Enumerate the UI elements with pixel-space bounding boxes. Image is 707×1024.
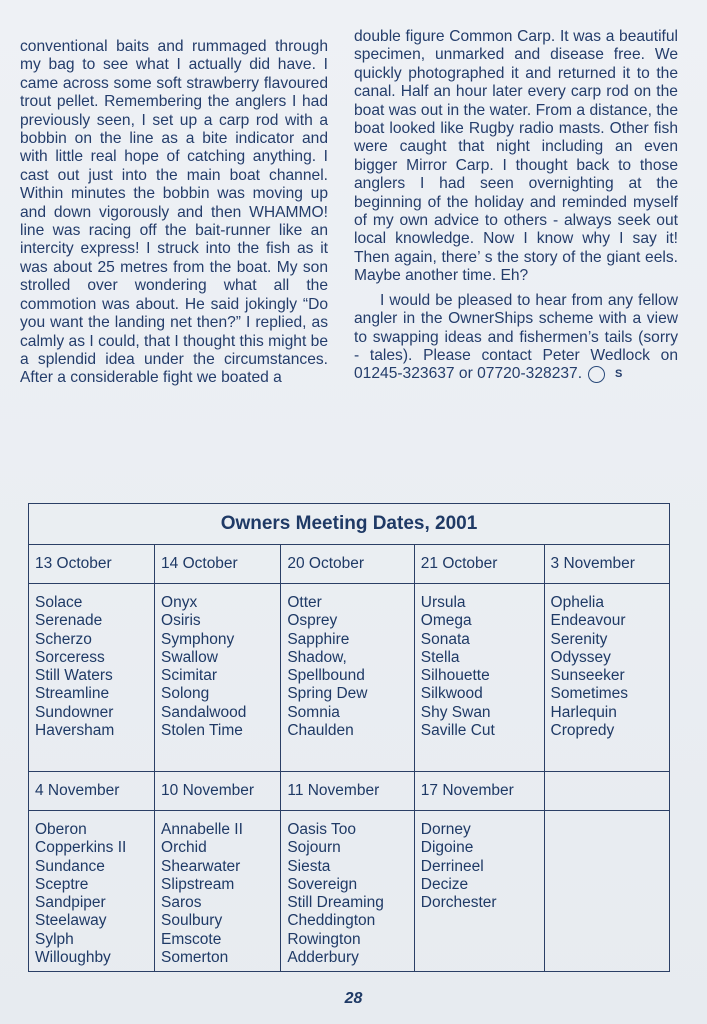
- ownerships-logo-icon: S: [588, 366, 605, 383]
- boat-names-row: [29, 811, 670, 972]
- meeting-date-cell: 10 November: [155, 772, 281, 811]
- boat-name: Omega: [420, 612, 472, 630]
- boat-name: Sundowner: [35, 703, 114, 721]
- boat-name: Dorchester: [420, 894, 497, 912]
- boat-name: Shadow,: [287, 648, 347, 666]
- boat-name: Orchid: [161, 839, 207, 857]
- boat-name: Osiris: [161, 612, 201, 630]
- boat-list-cell: [29, 584, 155, 772]
- boat-name: Sceptre: [35, 875, 89, 893]
- boat-name: Somnia: [287, 703, 340, 721]
- boat-name: Cheddington: [287, 912, 376, 930]
- boat-name: Oberon: [35, 821, 87, 838]
- contact-text: I would be pleased to hear from any fellow angler in the OwnerShips scheme with a view to swapping ideas and fishermen’s tails (sorry - tales). Please contact Peter Wedlock on 01245-323637 or 07720-328237.: [354, 291, 678, 383]
- boat-name: Sojourn: [287, 839, 341, 857]
- meeting-date-cell: 11 November: [281, 772, 414, 811]
- meeting-date-cell: 20 October: [281, 545, 414, 584]
- meeting-date-cell: 14 October: [155, 545, 281, 584]
- boat-name: Sapphire: [287, 630, 350, 648]
- article-left-column: [20, 38, 328, 388]
- boat-name: Sorceress: [35, 648, 105, 666]
- boat-name: Harlequin: [550, 703, 617, 721]
- boat-name: Silhouette: [420, 667, 490, 685]
- boat-name: Slipstream: [161, 875, 235, 893]
- boat-name: Sylph: [35, 930, 74, 948]
- boat-name: Stolen Time: [161, 722, 243, 740]
- boat-name: Sometimes: [550, 685, 629, 703]
- boat-name: Haversham: [35, 722, 115, 740]
- boat-name: Osprey: [287, 612, 338, 630]
- boat-name: Swallow: [161, 648, 218, 666]
- boat-name: Sundance: [35, 857, 105, 875]
- boat-name: Spellbound: [287, 667, 365, 685]
- meeting-date-cell: 4 November: [29, 772, 155, 811]
- boat-list-cell: [281, 811, 414, 972]
- meeting-date-cell: 21 October: [414, 545, 544, 584]
- boat-name: Shearwater: [161, 857, 241, 875]
- boat-name: Odyssey: [550, 648, 611, 666]
- boat-name: Oasis Too: [287, 821, 356, 838]
- boat-list-cell: [414, 811, 544, 972]
- meeting-date-cell: [544, 772, 669, 811]
- boat-name: Sandpiper: [35, 894, 106, 912]
- boat-name: Otter: [287, 594, 322, 611]
- boat-name: Streamline: [35, 685, 110, 703]
- boat-name: Dorney: [420, 821, 471, 838]
- boat-name: Solace: [35, 594, 83, 611]
- table-title: Owners Meeting Dates, 2001: [29, 504, 670, 545]
- meeting-dates-table: [28, 503, 670, 972]
- boat-name: Shy Swan: [420, 703, 491, 721]
- boat-name: Silkwood: [420, 685, 483, 703]
- meeting-date-cell: 17 November: [414, 772, 544, 811]
- boat-name: Endeavour: [550, 612, 626, 630]
- boat-name: Copperkins II: [35, 839, 127, 857]
- boat-list-cell: [155, 811, 281, 972]
- boat-name: Emscote: [161, 930, 222, 948]
- boat-name: Decize: [420, 875, 469, 893]
- article-paragraph: double figure Common Carp. It was a beautiful specimen, unmarked and disease free. We quickly photographed it and returned it to the canal. Half an hour later every carp rod on the boat was out in the water. From a distance, the boat looked like Rugby radio masts. Other fish were caught that night including an even bigger Mirror Carp. I thought back to those anglers I had seen overnighting at the beginning of the holiday and reminded myself of my own advice to others - always seek out local knowledge. Now I know why I say it! Then again, there’ s the story of the giant eels. Maybe another time. Eh?: [354, 28, 678, 285]
- boat-name: Saville Cut: [420, 722, 495, 740]
- boat-name: Derrineel: [420, 857, 484, 875]
- boat-name: Sonata: [420, 630, 470, 648]
- boat-name: Scherzo: [35, 630, 92, 648]
- boat-name: Symphony: [161, 630, 235, 648]
- boat-list-cell: [544, 811, 669, 972]
- contact-paragraph: [354, 292, 678, 384]
- meeting-date-cell: 3 November: [544, 545, 669, 584]
- boat-name: Annabelle II: [161, 821, 243, 838]
- boat-name: Rowington: [287, 930, 361, 948]
- boat-name: Soulbury: [161, 912, 223, 930]
- boat-name: Digoine: [420, 839, 474, 857]
- boat-name: Sovereign: [287, 875, 358, 893]
- boat-name: Adderbury: [287, 949, 359, 967]
- boat-name: Cropredy: [550, 722, 615, 740]
- boat-name: Ophelia: [550, 594, 604, 611]
- boat-name: Still Waters: [35, 667, 113, 685]
- page-number: 28: [344, 990, 363, 1007]
- article-paragraph: conventional baits and rummaged through my bag to see what I actually did have. I came across some soft strawberry flavoured trout pellet. Remembering the anglers I had previously seen, I set up a carp rod with a bobbin on the line as a bite indicator and with little real hope of catching anything. I cast out just into the main boat channel. Within minutes the bobbin was moving up and down vigorously and then WHAMMO! line was racing off the bait-runner like an intercity express! I struck into the fish as it was about 25 metres from the boat. My son strolled over wondering what all the commotion was about. He said jokingly “Do you want the landing net then?” I replied, as calmly as I could, that I thought this might be a splendid idea under the circumstances. After a considerable fight we boated a: [20, 38, 328, 387]
- boat-name: Scimitar: [161, 667, 218, 685]
- date-row: [29, 545, 670, 584]
- boat-name: Sunseeker: [550, 667, 625, 685]
- article-right-column: [354, 28, 678, 384]
- boat-name: Chaulden: [287, 722, 354, 740]
- boat-names-row: [29, 584, 670, 772]
- meeting-date-cell: 13 October: [29, 545, 155, 584]
- boat-name: Solong: [161, 685, 210, 703]
- boat-name: Siesta: [287, 857, 331, 875]
- date-row: [29, 772, 670, 811]
- boat-name: Somerton: [161, 949, 229, 967]
- boat-name: Stella: [420, 648, 460, 666]
- boat-list-cell: [29, 811, 155, 972]
- boat-list-cell: [414, 584, 544, 772]
- boat-name: Sandalwood: [161, 703, 247, 721]
- boat-name: Willoughby: [35, 949, 111, 967]
- boat-name: Steelaway: [35, 912, 107, 930]
- boat-name: Serenade: [35, 612, 103, 630]
- boat-list-cell: [544, 584, 669, 772]
- boat-name: Still Dreaming: [287, 894, 384, 912]
- boat-name: Serenity: [550, 630, 608, 648]
- boat-list-cell: [155, 584, 281, 772]
- boat-name: Saros: [161, 894, 202, 912]
- boat-name: Spring Dew: [287, 685, 368, 703]
- boat-name: Onyx: [161, 594, 198, 611]
- boat-list-cell: [281, 584, 414, 772]
- boat-name: Ursula: [420, 594, 466, 611]
